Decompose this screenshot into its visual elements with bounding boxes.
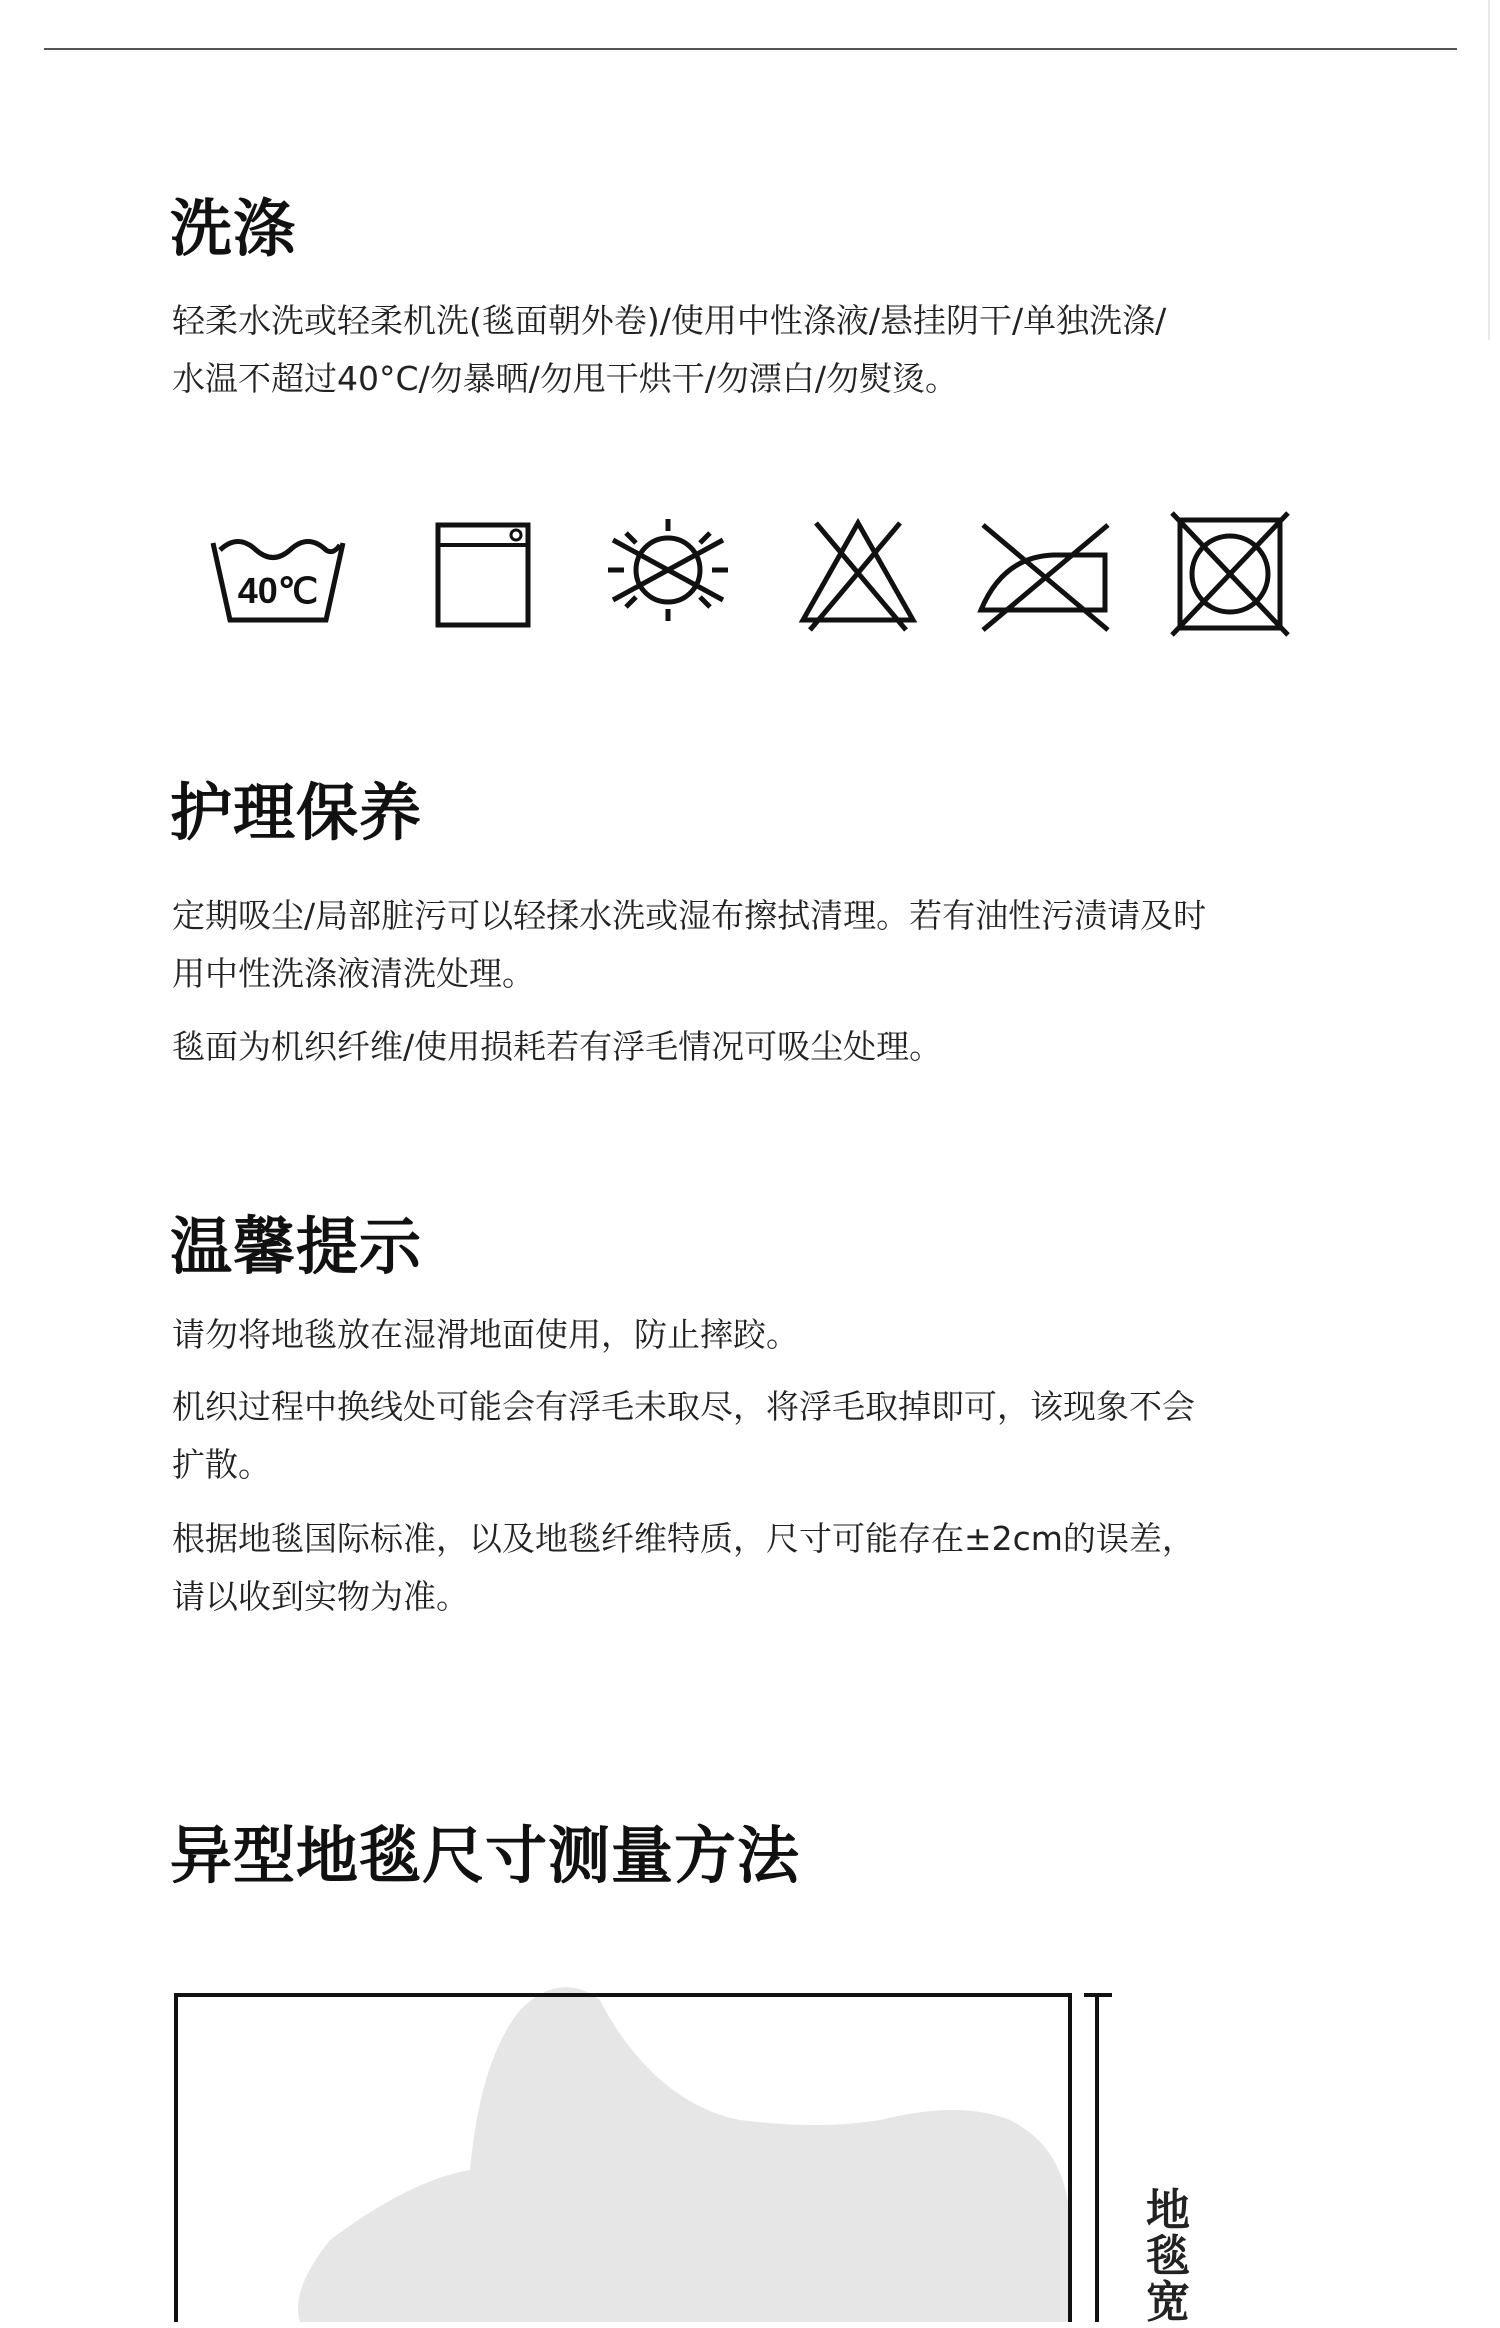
page-edge-line — [1488, 0, 1490, 340]
no-bleach-icon — [788, 505, 928, 645]
tips-line-2: 机织过程中换线处可能会有浮毛未取尽，将浮毛取掉即可，该现象不会 — [172, 1387, 1195, 1426]
tips-text-1: 请勿将地毯放在湿滑地面使用，防止摔跤。 — [172, 1315, 799, 1354]
tips-line-5: 请以收到实物为准。 — [172, 1577, 469, 1616]
wash-temp-label: 40℃ — [237, 570, 319, 611]
rug-width-char-1: 地 — [1146, 2185, 1190, 2236]
washing-line-2: 水温不超过40°C/勿暴晒/勿甩干烘干/勿漂白/勿熨烫。 — [172, 359, 959, 398]
care-line-1: 定期吸尘/局部脏污可以轻揉水洗或湿布擦拭清理。若有油性污渍请及时 — [172, 896, 1207, 935]
tips-title: 温馨提示 — [170, 1210, 423, 1283]
washing-text — [172, 292, 1352, 408]
rug-width-char-3: 宽 — [1146, 2277, 1190, 2328]
tips-line-3: 扩散。 — [172, 1445, 271, 1484]
no-iron-icon — [973, 505, 1113, 645]
tips-text-2 — [172, 1378, 1352, 1494]
top-divider — [44, 48, 1457, 50]
care-text-2: 毯面为机织纤维/使用损耗若有浮毛情况可吸尘处理。 — [172, 1027, 943, 1066]
washing-title: 洗涤 — [170, 192, 297, 265]
machine-wash-icon — [418, 505, 558, 645]
care-line-2: 用中性洗涤液清洗处理。 — [172, 954, 535, 993]
no-sun-dry-icon — [598, 505, 738, 645]
rug-width-label — [1143, 2185, 1193, 2328]
irregular-rug-shape — [298, 1987, 1070, 2322]
care-text-1 — [172, 887, 1352, 1003]
tips-text-3 — [172, 1510, 1352, 1626]
rug-width-char-2: 毯 — [1146, 2231, 1190, 2282]
care-title: 护理保养 — [170, 776, 423, 849]
wash-40c-icon — [208, 505, 348, 645]
care-symbols — [208, 505, 1288, 645]
measure-title: 异型地毯尺寸测量方法 — [170, 1819, 801, 1892]
no-tumble-dry-icon — [1160, 505, 1300, 645]
rug-measure-diagram — [0, 1980, 1500, 2322]
tips-line-4: 根据地毯国际标准，以及地毯纤维特质，尺寸可能存在±2cm的误差， — [172, 1519, 1195, 1558]
washing-line-1: 轻柔水洗或轻柔机洗(毯面朝外卷)/使用中性涤液/悬挂阴干/单独洗涤/ — [172, 301, 1167, 340]
